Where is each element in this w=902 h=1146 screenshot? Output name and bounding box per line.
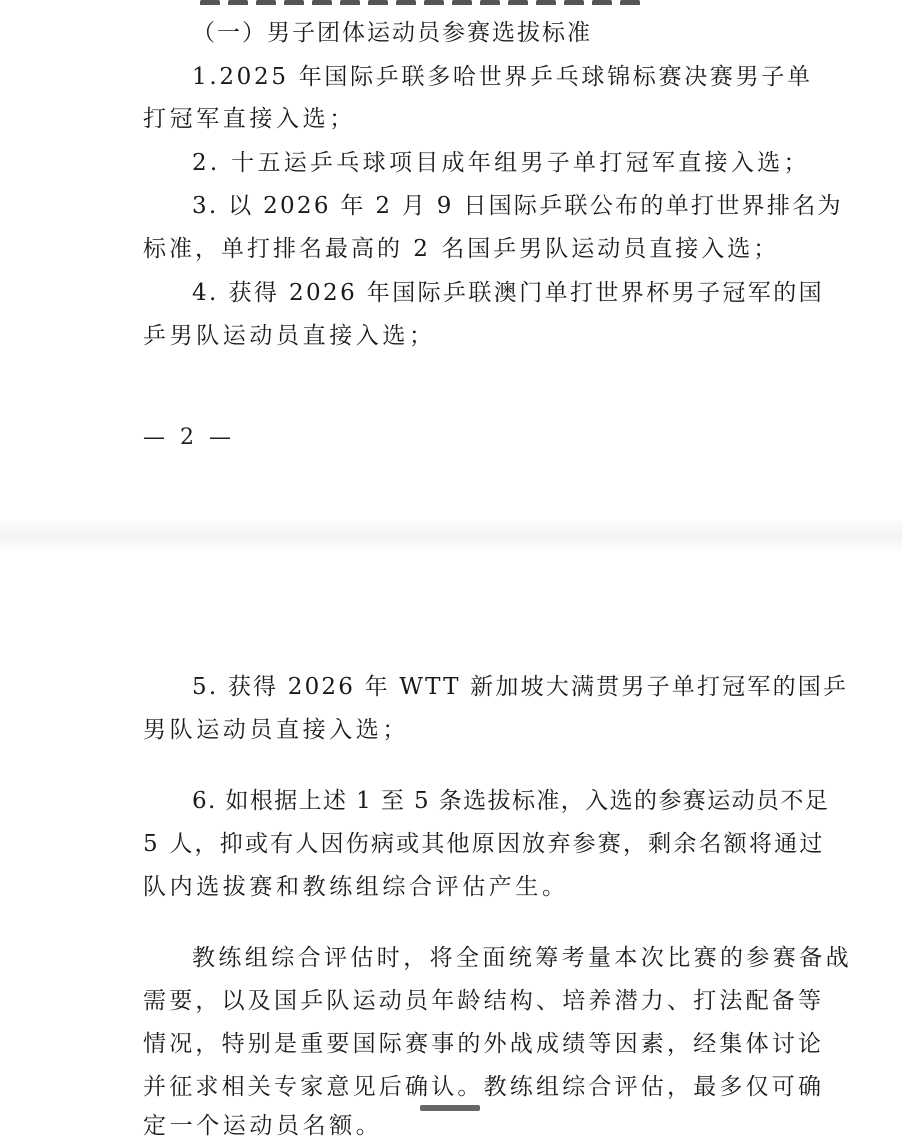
paragraph-line-2: 需要，以及国乒队运动员年龄结构、培养潜力、打法配备等 [143, 988, 825, 1014]
paragraph-line-4: 并征求相关专家意见后确认。教练组综合评估，最多仅可确 [143, 1074, 825, 1100]
item-6-line-2: 5 人，抑或有人因伤病或其他原因放弃参赛，剩余名额将通过 [143, 831, 825, 857]
page-number: — 2 — [143, 425, 235, 450]
item-3-line-1: 3. 以 2026 年 2 月 9 日国际乒联公布的单打世界排名为 [192, 193, 843, 219]
cut-off-next-line [420, 1105, 480, 1111]
paragraph-line-1: 教练组综合评估时，将全面统筹考量本次比赛的参赛备战 [192, 945, 852, 971]
item-6-line-1: 6. 如根据上述 1 至 5 条选拔标准，入选的参赛运动员不足 [192, 788, 830, 814]
page-separator [0, 520, 902, 550]
item-3-line-2: 标准，单打排名最高的 2 名国乒男队运动员直接入选； [143, 236, 780, 262]
document-page-1 [0, 0, 902, 520]
item-5-line-1: 5. 获得 2026 年 WTT 新加坡大满贯男子单打冠军的国乒 [192, 674, 849, 700]
item-1-line-1: 1.2025 年国际乒联多哈世界乒乓球锦标赛决赛男子单 [192, 64, 813, 90]
item-1-line-2: 打冠军直接入选； [143, 106, 356, 132]
item-4-line-1: 4. 获得 2026 年国际乒联澳门单打世界杯男子冠军的国 [192, 280, 825, 306]
item-2-line-1: 2. 十五运乒乓球项目成年组男子单打冠军直接入选； [192, 150, 810, 176]
item-5-line-2: 男队运动员直接入选； [143, 717, 409, 743]
cut-off-previous-line [200, 0, 670, 5]
item-6-line-3: 队内选拔赛和教练组综合评估产生。 [143, 874, 569, 900]
item-4-line-2: 乒男队运动员直接入选； [143, 323, 436, 349]
document-page-2 [0, 550, 902, 1139]
paragraph-line-3: 情况，特别是重要国际赛事的外战成绩等因素，经集体讨论 [143, 1031, 825, 1057]
paragraph-line-5: 定一个运动员名额。 [143, 1113, 383, 1139]
section-title: （一）男子团体运动员参赛选拔标准 [192, 20, 592, 46]
